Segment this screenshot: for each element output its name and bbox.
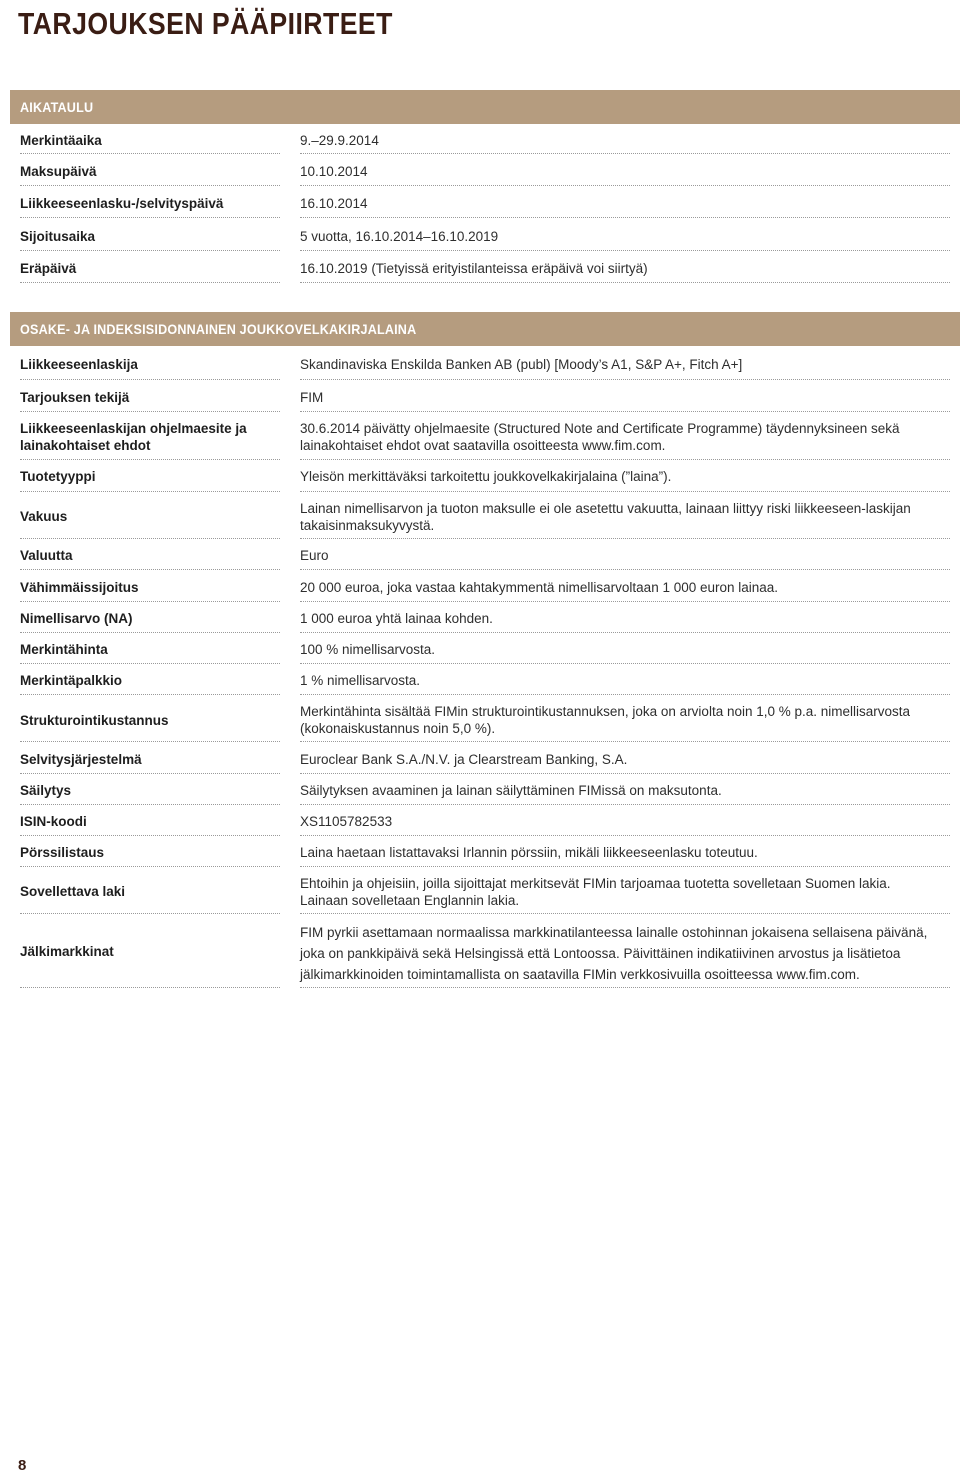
row-label: Strukturointikustannus [20, 713, 169, 728]
row-divider [300, 866, 950, 867]
row-divider [20, 741, 280, 742]
row-label: Liikkeeseenlaskijan ohjelmaesite ja lainakohtaiset ehdot [20, 421, 247, 453]
row-label: Maksupäivä [20, 164, 97, 179]
row-label: Nimellisarvo (NA) [20, 611, 133, 626]
row-divider [300, 569, 950, 570]
row-value: 10.10.2014 [300, 164, 368, 179]
row-label: Sovellettava laki [20, 884, 126, 899]
row-label: Merkintäaika [20, 133, 102, 148]
row-divider [300, 153, 950, 154]
row-divider [300, 601, 950, 602]
row-label: Eräpäivä [20, 261, 77, 276]
row-divider [20, 804, 280, 805]
row-value: 1 % nimellisarvosta. [300, 673, 421, 688]
row-divider [300, 217, 950, 218]
row-divider [300, 282, 950, 283]
row-value: 1 000 euroa yhtä lainaa kohden. [300, 611, 493, 626]
row-divider [20, 282, 280, 283]
row-value: 20 000 euroa, joka vastaa kahtakymmentä nimellisarvoltaan 1 000 euron lainaa. [300, 580, 779, 595]
row-divider [300, 741, 950, 742]
row-label: Merkintähinta [20, 642, 108, 657]
row-divider [300, 491, 950, 492]
row-value: Laina haetaan listattavaksi Irlannin pörssiin, mikäli liikkeeseenlasku toteutuu. [300, 845, 758, 860]
row-divider [20, 663, 280, 664]
row-divider [300, 913, 950, 914]
row-value: Skandinaviska Enskilda Banken AB (publ) [Moody’s A1, S&P A+, Fitch A+] [300, 357, 743, 372]
row-divider [20, 913, 280, 914]
row-divider [20, 601, 280, 602]
row-value: 16.10.2014 [300, 196, 368, 211]
bond-heading: OSAKE- JA INDEKSISIDONNAINEN JOUKKOVELKAKIRJALAINA [20, 321, 417, 337]
row-label: Pörssilistaus [20, 845, 105, 860]
row-divider [20, 185, 280, 186]
row-divider [20, 217, 280, 218]
row-divider [300, 632, 950, 633]
row-label: Liikkeeseenlaskija [20, 357, 138, 372]
row-divider [300, 459, 950, 460]
row-value: FIM [300, 390, 324, 405]
row-value: 5 vuotta, 16.10.2014–16.10.2019 [300, 229, 499, 244]
row-value: Yleisön merkittäväksi tarkoitettu joukkovelkakirjalaina (”laina”). [300, 469, 672, 484]
row-label: Selvitysjärjestelmä [20, 752, 142, 767]
row-divider [20, 379, 280, 380]
row-divider [300, 804, 950, 805]
row-divider [20, 459, 280, 460]
row-value: Ehtoihin ja ohjeisiin, joilla sijoittajat merkitsevät FIMin tarjoamaa tuotetta sovelletaan Suomen lakia. Lainaan sovelletaan Englannin lakia. [300, 876, 891, 908]
row-divider [20, 866, 280, 867]
row-divider [20, 773, 280, 774]
row-divider [20, 491, 280, 492]
row-divider [20, 632, 280, 633]
row-value: Säilytyksen avaaminen ja lainan säilyttäminen FIMissä on maksutonta. [300, 783, 722, 798]
row-label: ISIN-koodi [20, 814, 87, 829]
row-divider [20, 538, 280, 539]
row-label: Vähimmäissijoitus [20, 580, 139, 595]
row-divider [300, 379, 950, 380]
row-label: Valuutta [20, 548, 73, 563]
row-divider [300, 411, 950, 412]
page-number: 8 [18, 1457, 27, 1474]
row-label: Säilytys [20, 783, 72, 798]
row-divider [20, 250, 280, 251]
row-value: 16.10.2019 (Tietyissä erityistilanteissa eräpäivä voi siirtyä) [300, 261, 648, 276]
row-value: XS1105782533 [300, 814, 393, 829]
row-divider [20, 569, 280, 570]
row-label: Vakuus [20, 509, 68, 524]
schedule-section-header [10, 90, 960, 124]
bond-section-header [10, 312, 960, 346]
row-divider [20, 835, 280, 836]
row-value: 100 % nimellisarvosta. [300, 642, 436, 657]
row-label: Merkintäpalkkio [20, 673, 123, 688]
row-value: 30.6.2014 päivätty ohjelmaesite (Structured Note and Certificate Programme) täydennyksineen sekä lainakohtaiset ehdot ovat saatavilla osoitteesta www.fim.com. [300, 421, 900, 453]
row-label: Tarjouksen tekijä [20, 390, 130, 405]
row-label: Tuotetyyppi [20, 469, 96, 484]
row-value: Lainan nimellisarvon ja tuoton maksulle ei ole asetettu vakuutta, lainaan liittyy riski liikkeeseen-laskijan takaisinmaksukyvystä. [300, 501, 911, 533]
row-value: Merkintähinta sisältää FIMin strukturointikustannuksen, joka on arviolta noin 1,0 % p.a. nimellisarvosta (kokonaiskustannus noin 5,0 %). [300, 704, 911, 736]
schedule-heading: AIKATAULU [20, 99, 94, 115]
page-title: TARJOUKSEN PÄÄPIIRTEET [18, 6, 393, 41]
row-value: 9.–29.9.2014 [300, 133, 379, 148]
row-divider [300, 987, 950, 988]
row-value: FIM pyrkii asettamaan normaalissa markkinatilanteessa lainalle ostohinnan jokaisena sellaisena päivänä, joka on pankkipäivä sekä Helsingissä että Lontoossa. Päivittäinen indikatiivinen arvostus ja lisätietoa jälkimarkkinoiden toimintamallista on saatavilla FIMin verkkosivuilla osoitteessa www.fim.com. [300, 925, 928, 982]
row-divider [20, 411, 280, 412]
row-divider [300, 250, 950, 251]
row-divider [20, 987, 280, 988]
row-label: Sijoitusaika [20, 229, 96, 244]
row-divider [20, 694, 280, 695]
row-value: Euroclear Bank S.A./N.V. ja Clearstream Banking, S.A. [300, 752, 628, 767]
row-divider [300, 185, 950, 186]
row-divider [20, 153, 280, 154]
row-divider [300, 663, 950, 664]
row-value: Euro [300, 548, 329, 563]
row-label: Liikkeeseenlasku-/selvityspäivä [20, 196, 224, 211]
row-divider [300, 694, 950, 695]
row-divider [300, 835, 950, 836]
row-divider [300, 773, 950, 774]
row-label: Jälkimarkkinat [20, 944, 114, 959]
row-divider [300, 538, 950, 539]
